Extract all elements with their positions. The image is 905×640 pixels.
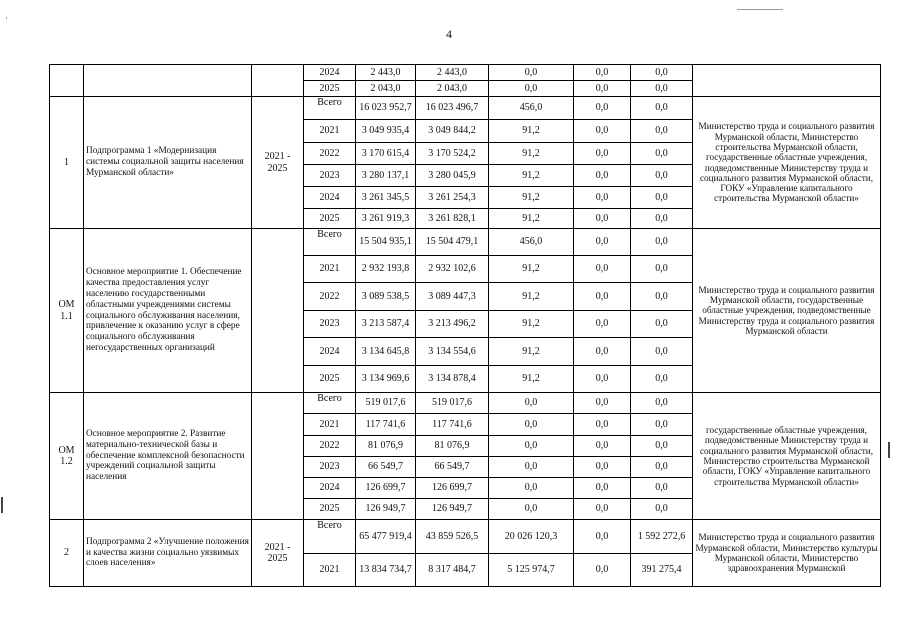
value-cell: 0,0: [631, 120, 693, 143]
program-name: Основное мероприятие 2. Развитие материально-технической базы и обеспечение комплексной безопасности учреждений социальной защиты населения: [84, 393, 252, 520]
total-cell: 3 134 969,6: [356, 366, 416, 393]
value-cell: 91,2: [489, 338, 574, 366]
total-cell: 3 170 615,4: [356, 143, 416, 165]
value-cell: 0,0: [574, 366, 631, 393]
table-row: [50, 65, 881, 81]
total-cell: 66 549,7: [356, 457, 416, 478]
value-cell: 91,2: [489, 209, 574, 229]
value-cell: 0,0: [574, 554, 631, 587]
total-cell: 15 504 935,1: [356, 229, 416, 256]
value-cell: 2 443,0: [416, 65, 489, 81]
total-cell: 3 213 587,4: [356, 311, 416, 338]
value-cell: 91,2: [489, 120, 574, 143]
value-cell: 0,0: [574, 499, 631, 520]
value-cell: 0,0: [489, 457, 574, 478]
value-cell: 0,0: [574, 165, 631, 187]
total-cell: 13 834 734,7: [356, 554, 416, 587]
total-cell: 126 699,7: [356, 478, 416, 499]
right-margin-mark: [888, 442, 890, 458]
value-cell: 0,0: [631, 436, 693, 457]
program-code: 1: [50, 97, 84, 229]
value-cell: 91,2: [489, 143, 574, 165]
value-cell: 126 699,7: [416, 478, 489, 499]
year-cell: 2023: [304, 311, 356, 338]
value-cell: 3 049 844,2: [416, 120, 489, 143]
value-cell: 0,0: [631, 414, 693, 436]
table-row: [50, 97, 881, 120]
year-cell: 2024: [304, 338, 356, 366]
page-number: 4: [446, 27, 452, 41]
executor-text: Министерство труда и социального развития Мурманской области, Министерство культуры Мурманской области, Министерство здравоохранения Мурманской: [693, 520, 881, 587]
year-cell: 2023: [304, 165, 356, 187]
program-code: ОМ 1.2: [50, 393, 84, 520]
year-cell: 2021: [304, 120, 356, 143]
total-cell: 3 049 935,4: [356, 120, 416, 143]
value-cell: 0,0: [574, 478, 631, 499]
left-margin-mark: [1, 497, 3, 513]
executor-text: Министерство труда и социального развития Мурманской области, Министерство строительства Мурманской области, государственные областные учреждения, подведомственные Министерству труда и социального развития Мурманской области, ГОКУ «Управление капитального строительства Мурманской области»: [693, 97, 881, 229]
value-cell: 66 549,7: [416, 457, 489, 478]
program-period: 2021 - 2025: [252, 520, 304, 587]
value-cell: 91,2: [489, 165, 574, 187]
value-cell: 0,0: [574, 311, 631, 338]
value-cell: 0,0: [574, 120, 631, 143]
value-cell: 0,0: [631, 143, 693, 165]
value-cell: 0,0: [631, 65, 693, 81]
program-code: ОМ 1.1: [50, 229, 84, 393]
year-cell: Всего: [304, 97, 356, 120]
year-cell: 2024: [304, 187, 356, 209]
value-cell: 91,2: [489, 187, 574, 209]
value-cell: 0,0: [631, 81, 693, 97]
program-name: Подпрограмма 2 «Улучшение положения и качества жизни социально уязвимых слоев населения»: [84, 520, 252, 587]
value-cell: 0,0: [574, 143, 631, 165]
total-cell: 126 949,7: [356, 499, 416, 520]
value-cell: 16 023 496,7: [416, 97, 489, 120]
value-cell: 0,0: [631, 229, 693, 256]
value-cell: 0,0: [574, 457, 631, 478]
total-cell: 117 741,6: [356, 414, 416, 436]
value-cell: 3 170 524,2: [416, 143, 489, 165]
value-cell: 0,0: [574, 338, 631, 366]
value-cell: 0,0: [631, 366, 693, 393]
value-cell: 0,0: [631, 256, 693, 283]
year-cell: 2022: [304, 436, 356, 457]
value-cell: 456,0: [489, 229, 574, 256]
total-cell: 81 076,9: [356, 436, 416, 457]
program-period: [252, 393, 304, 520]
value-cell: 0,0: [574, 520, 631, 554]
year-cell: Всего: [304, 520, 356, 554]
program-period: [252, 229, 304, 393]
table-row: [50, 393, 881, 414]
value-cell: 0,0: [489, 499, 574, 520]
value-cell: 0,0: [631, 393, 693, 414]
value-cell: 0,0: [574, 209, 631, 229]
financing-table: [49, 64, 881, 587]
value-cell: 0,0: [631, 209, 693, 229]
value-cell: 8 317 484,7: [416, 554, 489, 587]
value-cell: 3 261 828,1: [416, 209, 489, 229]
margin-mark: ‘: [5, 15, 8, 25]
value-cell: 3 261 254,3: [416, 187, 489, 209]
value-cell: 0,0: [489, 478, 574, 499]
name-cell: [84, 65, 252, 97]
executor-text: государственные областные учреждения, подведомственные Министерству труда и социального развития Мурманской области, Министерство строительства Мурманской области, ГОКУ «Управление капитального строительства Мурманской области»: [693, 393, 881, 520]
value-cell: 0,0: [489, 436, 574, 457]
program-name: Подпрограмма 1 «Модернизация системы социальной защиты населения Мурманской области»: [84, 97, 252, 229]
program-period: 2021 - 2025: [252, 97, 304, 229]
value-cell: 81 076,9: [416, 436, 489, 457]
value-cell: 456,0: [489, 97, 574, 120]
total-cell: 519 017,6: [356, 393, 416, 414]
total-cell: 3 134 645,8: [356, 338, 416, 366]
value-cell: 0,0: [631, 311, 693, 338]
executor-cell: [693, 65, 881, 97]
total-cell: 2 443,0: [356, 65, 416, 81]
value-cell: 0,0: [574, 187, 631, 209]
value-cell: 3 280 045,9: [416, 165, 489, 187]
value-cell: 0,0: [574, 283, 631, 311]
value-cell: 0,0: [574, 65, 631, 81]
executor-text: Министерство труда и социального развития Мурманской области, государственные областные учреждения, подведомственные Министерству труда и социального развития Мурманской области: [693, 229, 881, 393]
year-cell: 2021: [304, 554, 356, 587]
total-cell: 3 280 137,1: [356, 165, 416, 187]
value-cell: 126 949,7: [416, 499, 489, 520]
total-cell: 3 089 538,5: [356, 283, 416, 311]
program-name: Основное мероприятие 1. Обеспечение качества предоставления услуг населению государственными областными учреждениями системы социального обслуживания населения, привлечение к оказанию услуг в сфере социального обслуживания негосударственных организаций: [84, 229, 252, 393]
value-cell: 391 275,4: [631, 554, 693, 587]
value-cell: 15 504 479,1: [416, 229, 489, 256]
year-cell: Всего: [304, 393, 356, 414]
value-cell: 0,0: [574, 229, 631, 256]
value-cell: 0,0: [631, 283, 693, 311]
year-cell: 2025: [304, 81, 356, 97]
value-cell: 91,2: [489, 283, 574, 311]
value-cell: 91,2: [489, 311, 574, 338]
total-cell: 2 043,0: [356, 81, 416, 97]
value-cell: 91,2: [489, 256, 574, 283]
period-cell: [252, 65, 304, 97]
value-cell: 0,0: [574, 393, 631, 414]
value-cell: 0,0: [574, 256, 631, 283]
value-cell: 1 592 272,6: [631, 520, 693, 554]
value-cell: 0,0: [631, 499, 693, 520]
value-cell: 0,0: [489, 414, 574, 436]
value-cell: 0,0: [574, 97, 631, 120]
total-cell: 65 477 919,4: [356, 520, 416, 554]
value-cell: 0,0: [574, 81, 631, 97]
value-cell: 0,0: [489, 393, 574, 414]
value-cell: 3 134 878,4: [416, 366, 489, 393]
value-cell: 2 043,0: [416, 81, 489, 97]
value-cell: 0,0: [574, 414, 631, 436]
value-cell: 0,0: [631, 97, 693, 120]
value-cell: 2 932 102,6: [416, 256, 489, 283]
table-row: [50, 229, 881, 256]
year-cell: 2025: [304, 499, 356, 520]
value-cell: 0,0: [631, 187, 693, 209]
value-cell: 3 089 447,3: [416, 283, 489, 311]
total-cell: 3 261 919,3: [356, 209, 416, 229]
value-cell: 3 134 554,6: [416, 338, 489, 366]
year-cell: Всего: [304, 229, 356, 256]
year-cell: 2023: [304, 457, 356, 478]
top-rule: [737, 9, 783, 10]
table-row: [50, 520, 881, 554]
year-cell: 2022: [304, 143, 356, 165]
value-cell: 5 125 974,7: [489, 554, 574, 587]
year-cell: 2022: [304, 283, 356, 311]
value-cell: 0,0: [574, 436, 631, 457]
value-cell: 117 741,6: [416, 414, 489, 436]
value-cell: 43 859 526,5: [416, 520, 489, 554]
value-cell: 0,0: [631, 457, 693, 478]
total-cell: 3 261 345,5: [356, 187, 416, 209]
value-cell: 0,0: [489, 81, 574, 97]
value-cell: 519 017,6: [416, 393, 489, 414]
value-cell: 91,2: [489, 366, 574, 393]
total-cell: 16 023 952,7: [356, 97, 416, 120]
total-cell: 2 932 193,8: [356, 256, 416, 283]
year-cell: 2025: [304, 209, 356, 229]
value-cell: 20 026 120,3: [489, 520, 574, 554]
value-cell: 3 213 496,2: [416, 311, 489, 338]
year-cell: 2021: [304, 256, 356, 283]
year-cell: 2024: [304, 65, 356, 81]
year-cell: 2025: [304, 366, 356, 393]
program-code: 2: [50, 520, 84, 587]
year-cell: 2024: [304, 478, 356, 499]
value-cell: 0,0: [631, 338, 693, 366]
code-cell: [50, 65, 84, 97]
value-cell: 0,0: [631, 165, 693, 187]
value-cell: 0,0: [489, 65, 574, 81]
year-cell: 2021: [304, 414, 356, 436]
value-cell: 0,0: [631, 478, 693, 499]
